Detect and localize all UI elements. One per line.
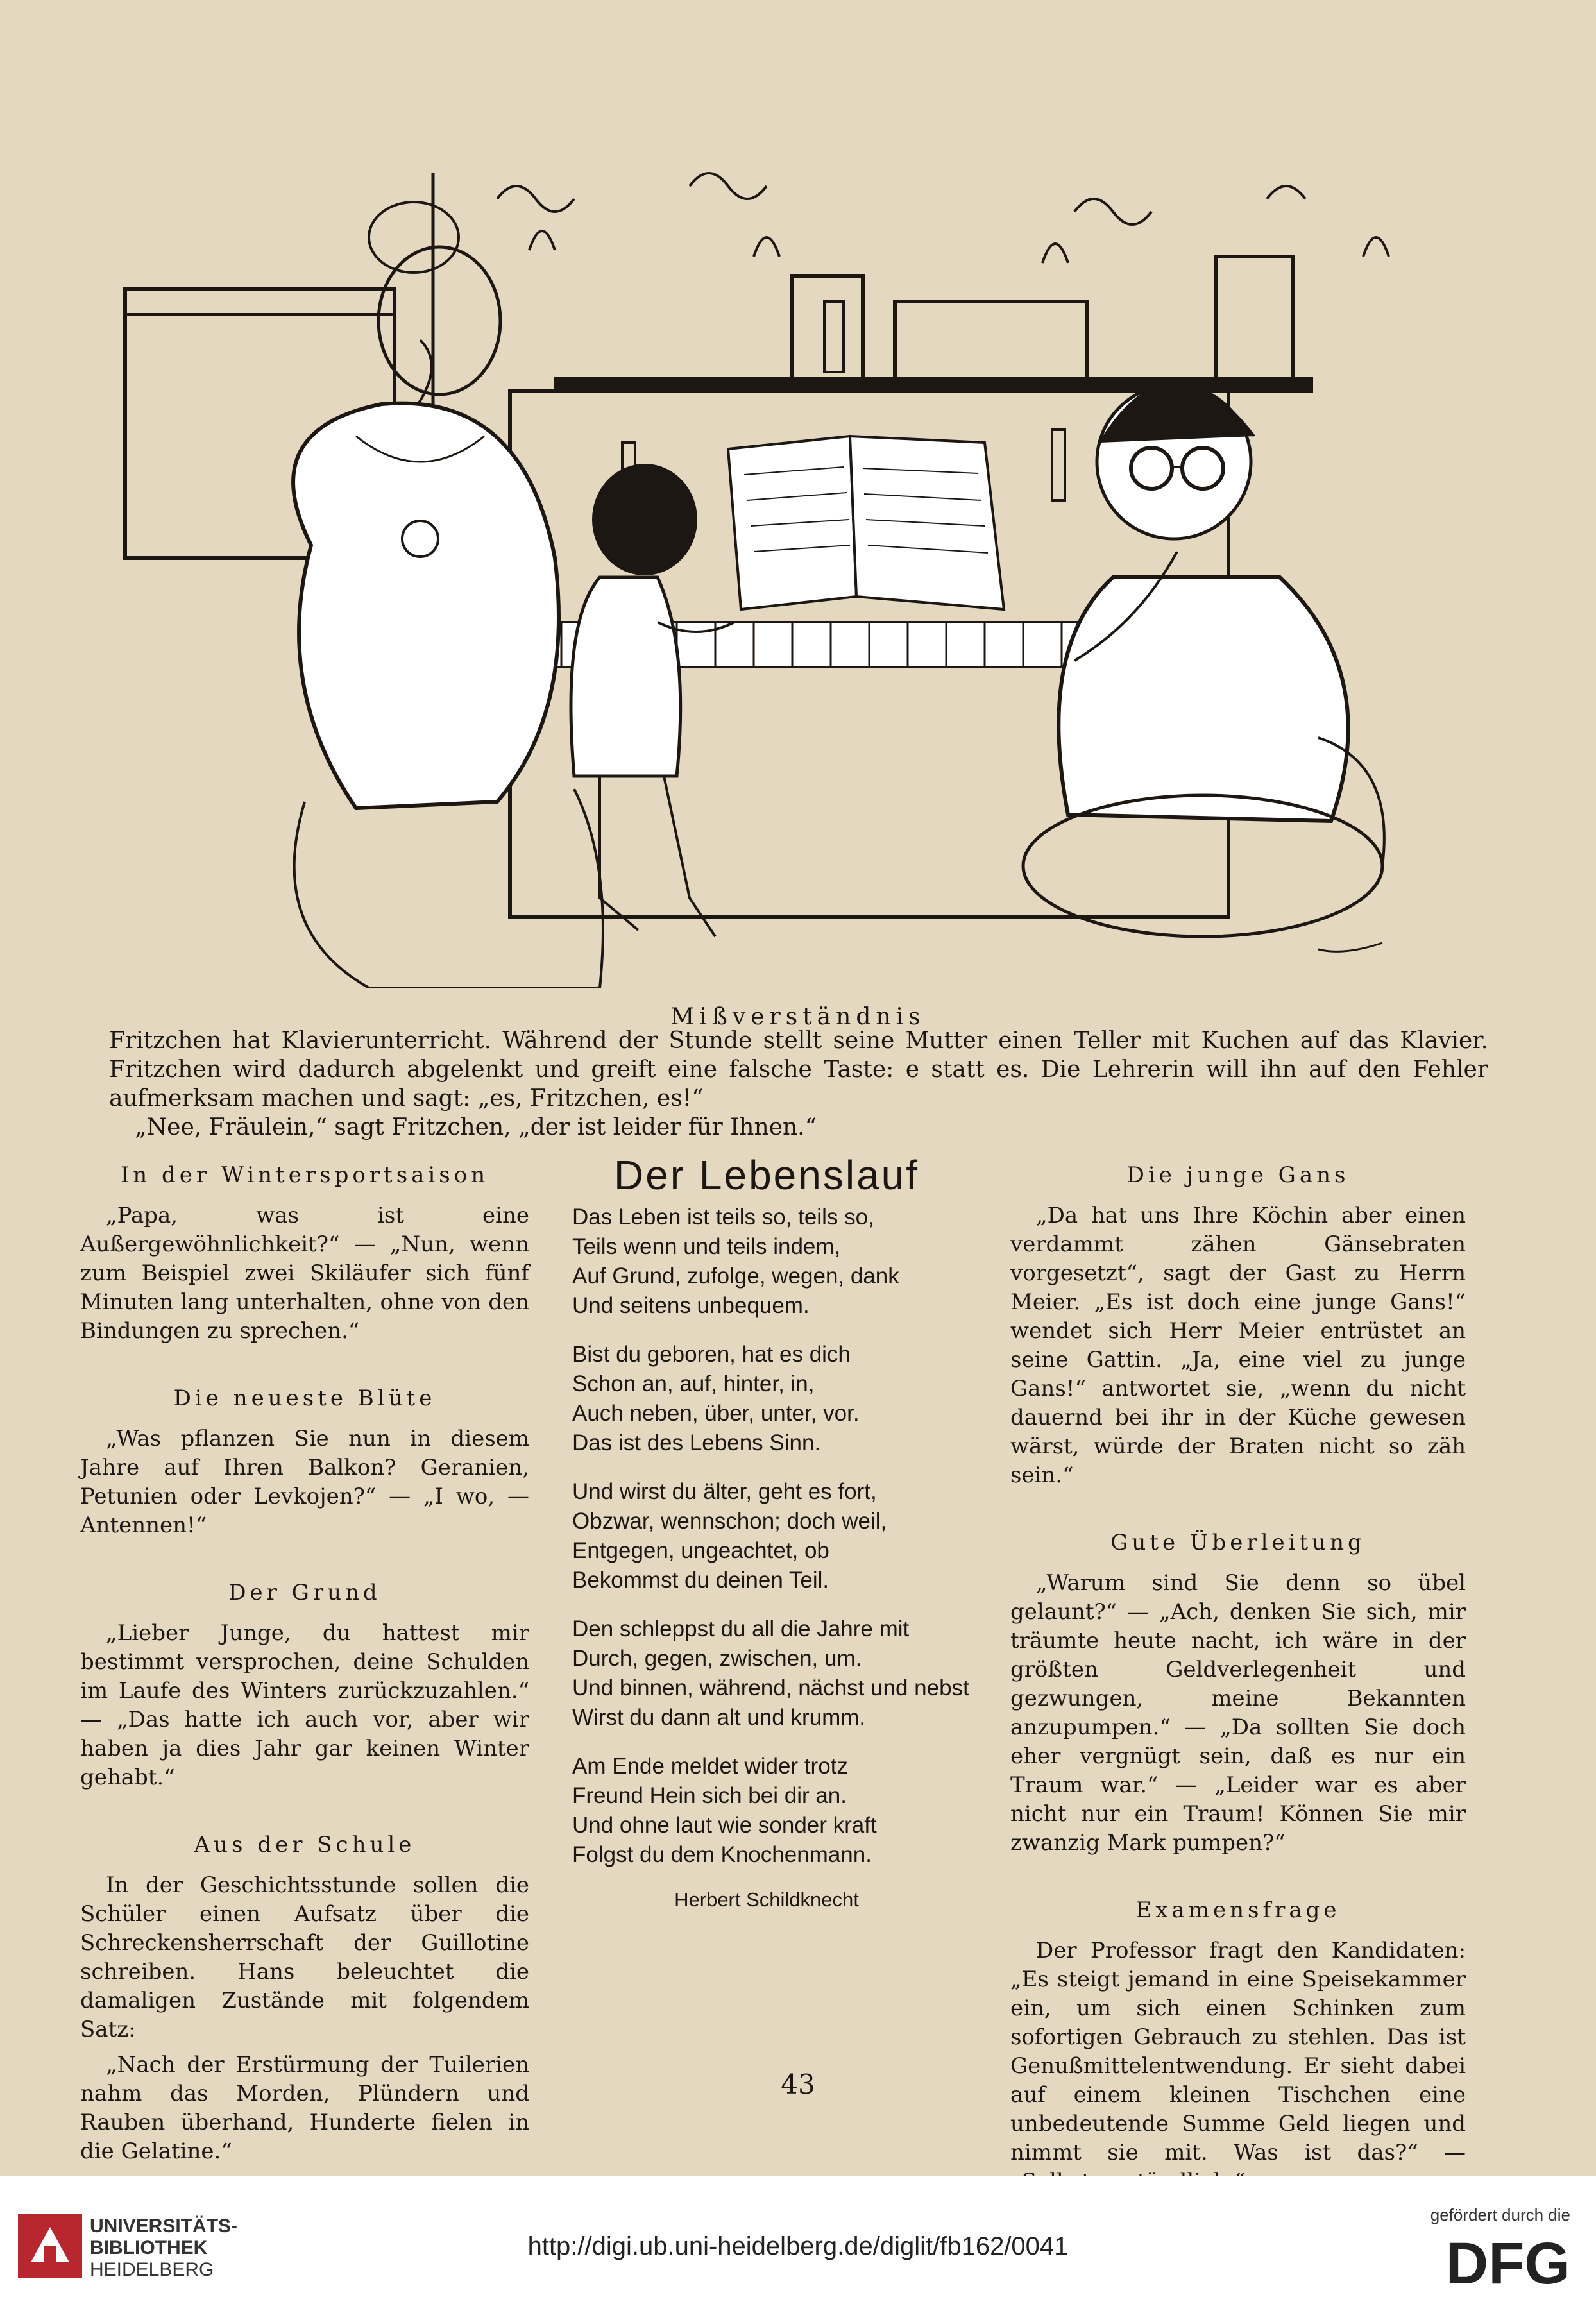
- poem-stanza: [572, 1203, 969, 1321]
- caption-paragraph: Fritzchen hat Klavierunterricht. Während der Stunde stellt seine Mutter einen Teller mit Kuchen auf das Klavier. Fritzchen wird dadurch abgelenkt und greift eine falsche Taste: e statt es. Die Lehrerin will ihn auf den Fehler aufmerksam machen und sagt: „es, Fritzchen, es!“: [109, 1028, 1488, 1112]
- poem-line: Und binnen, während, nächst und nebst: [572, 1675, 969, 1700]
- anecdote-title: Aus der Schule: [194, 1832, 416, 1858]
- poem-stanza: [572, 1477, 969, 1595]
- poem-line: Und seitens unbequem.: [572, 1293, 810, 1318]
- anecdote: [80, 1384, 529, 1540]
- anecdote: [80, 1161, 529, 1346]
- caption-paragraph: „Nee, Fräulein,“ sagt Fritzchen, „der ist leider für Ihnen.“: [135, 1114, 817, 1140]
- poem-line: Obzwar, wennschon; doch weil,: [572, 1509, 887, 1534]
- dfg-logo-text: DFG: [1445, 2235, 1570, 2290]
- poem-line: Bist du geboren, hat es dich: [572, 1342, 851, 1367]
- poem-line: Den schleppst du all die Jahre mit: [572, 1616, 910, 1641]
- anecdote-text: „Was pflanzen Sie nun in diesem Jahre auf Ihren Balkon? Geranien, Petunien oder Levkojen?“ — „I wo, — Antennen!“: [80, 1426, 529, 1538]
- anecdote-title: Der Grund: [228, 1580, 381, 1605]
- anecdote-text: „Nach der Erstürmung der Tuilerien nahm das Morden, Plündern und Rauben überhand, Hunderte fielen in die Gelatine.“: [80, 2052, 529, 2164]
- anecdote: [80, 1831, 529, 2166]
- permalink-url[interactable]: http://digi.ub.uni-heidelberg.de/diglit/fb162/0041: [527, 2232, 1069, 2260]
- poem-stanza: [572, 1340, 969, 1458]
- anecdote: [1010, 1161, 1466, 1490]
- poem-line: Bekommst du deinen Teil.: [572, 1568, 829, 1593]
- poem-author: Herbert Schildknecht: [674, 1888, 859, 1911]
- poem-line: Und ohne laut wie sonder kraft: [572, 1813, 877, 1838]
- anecdote-text: „Da hat uns Ihre Köchin aber einen verdammt zähen Gänsebraten vorgesetzt“, sagt der Gast zu Herrn Meier. „Es ist doch eine junge Gans!“ wendet sich Herr Meier entrüstet an seine Gattin. „Ja, eine viel zu junge Gans!“ antwortet sie, „wenn du nicht dauernd bei ihr in der Küche gewesen wärst, würde der Braten nicht so zäh sein.“: [1010, 1203, 1466, 1488]
- library-name-line: HEIDELBERG: [90, 2259, 214, 2280]
- poem-line: Folgst du dem Knochenmann.: [572, 1842, 872, 1867]
- poem-title: Der Lebenslauf: [613, 1152, 920, 1198]
- poem-line: Das Leben ist teils so, teils so,: [572, 1205, 874, 1230]
- anecdote-text: „Warum sind Sie denn so übel gelaunt?“ — „Ach, denken Sie sich, mir träumte heute nacht, ich wäre in der größten Geldverlegenheit und gezwungen, meine Bekannten anzupumpen.“ — „Da sollten Sie doch eher vergnügt sein, daß es nur ein Traum war.“ — „Leider war es aber nicht nur ein Traum! Können Sie mir zwanzig Mark pumpen?“: [1010, 1570, 1466, 1856]
- anecdote: [80, 1579, 529, 1792]
- anecdote-text: In der Geschichtsstunde sollen die Schüler einen Aufsatz über die Schreckensherrschaft der Guillotine schreiben. Hans beleuchtet die damaligen Zustände mit folgendem Satz:: [80, 1872, 529, 2042]
- page-number: 43: [781, 2069, 815, 2100]
- anecdote-title: Gute Überleitung: [1110, 1530, 1366, 1555]
- anecdote: [1010, 1896, 1466, 2196]
- piano-lesson-illustration: [112, 160, 1495, 988]
- anecdote-title: Die neueste Blüte: [173, 1385, 436, 1411]
- poem-line: Durch, gegen, zwischen, um.: [572, 1646, 862, 1671]
- library-name-line: UNIVERSITÄTS-: [90, 2215, 238, 2237]
- poem-line: Am Ende meldet wider trotz: [572, 1754, 848, 1779]
- poem-line: Auf Grund, zufolge, wegen, dank: [572, 1264, 899, 1289]
- anecdote-text: „Lieber Junge, du hattest mir bestimmt versprochen, deine Schulden im Laufe des Winters zurückzuzahlen.“ — „Das hatte ich auch vor, aber wir haben ja dies Jahr gar keinen Winter gehabt.“: [80, 1620, 529, 1790]
- anecdote-title: Examensfrage: [1135, 1897, 1341, 1923]
- poem-stanza: [572, 1752, 969, 1870]
- poem-stanza: [572, 1614, 969, 1732]
- poem-line: Schon an, auf, hinter, in,: [572, 1371, 815, 1396]
- anecdote: [1010, 1529, 1466, 1858]
- cartoon-title: Mißverständnis: [670, 1004, 926, 1030]
- anecdote-title: In der Wintersportsaison: [120, 1162, 489, 1188]
- anecdote-title: Die junge Gans: [1126, 1162, 1350, 1188]
- poem-line: Auch neben, über, unter, vor.: [572, 1401, 860, 1426]
- cartoon-caption: [109, 1026, 1488, 1142]
- viewer-footer: [0, 2176, 1596, 2304]
- poem-line: Teils wenn und teils indem,: [572, 1234, 841, 1259]
- poem-column: [565, 1152, 969, 1914]
- funder-label: gefördert durch die: [1430, 2205, 1570, 2224]
- anecdote-text: „Papa, was ist eine Außergewöhnlichkeit?“ — „Nun, wenn zum Beispiel zwei Skiläufer sich fünf Minuten lang unterhalten, ohne von den Bindungen zu sprechen.“: [80, 1203, 529, 1344]
- dfg-logo-icon[interactable]: [1410, 2235, 1570, 2290]
- poem-line: Und wirst du älter, geht es fort,: [572, 1479, 877, 1504]
- poem-line: Freund Hein sich bei dir an.: [572, 1783, 847, 1808]
- anecdote-text: Der Professor fragt den Kandidaten: „Es steigt jemand in eine Speisekammer ein, um sich einen Schinken zum sofortigen Gebrauch zu stehlen. Das ist Genußmittelentwendung. Er sieht dabei auf einem kleinen Tischchen eine unbedeutende Summe Geld liegen und nimmt sie mit. Was ist das?“ —: [1010, 1938, 1466, 2165]
- library-name-line: BIBLIOTHEK: [90, 2237, 208, 2258]
- poem-line: Wirst du dann alt und krumm.: [572, 1705, 866, 1730]
- poem-line: Das ist des Lebens Sinn.: [572, 1430, 821, 1455]
- left-column: [80, 1161, 529, 2205]
- poem-line: Entgegen, ungeachtet, ob: [572, 1538, 829, 1563]
